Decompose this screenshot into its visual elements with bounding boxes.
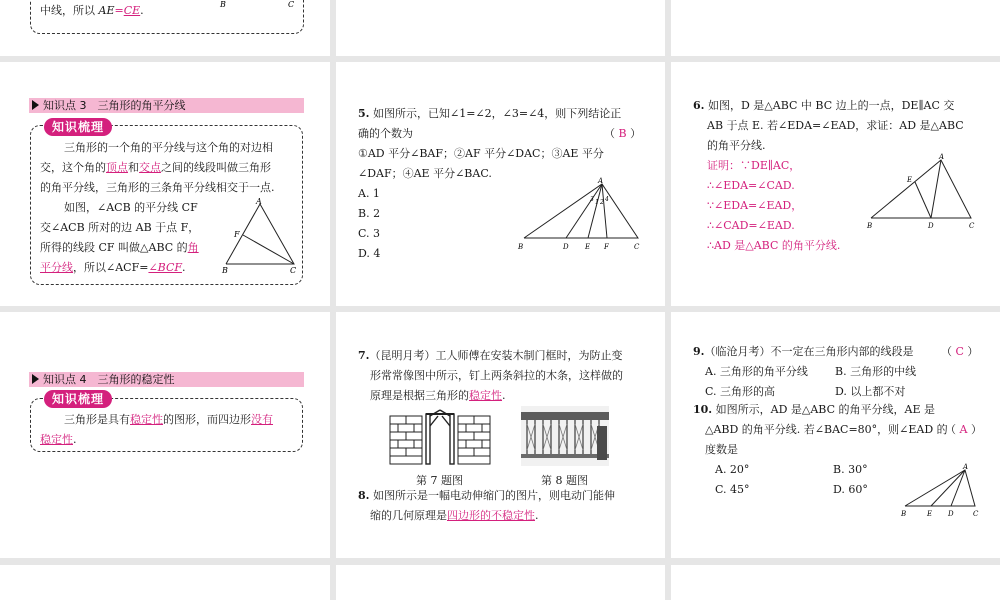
svg-text:3: 3 bbox=[590, 196, 594, 203]
svg-text:C: C bbox=[288, 0, 295, 9]
svg-text:C: C bbox=[969, 222, 975, 230]
question-10-figure bbox=[897, 462, 989, 518]
panel-questions-9-10 bbox=[671, 312, 1000, 558]
q10-option-d: D. 60° bbox=[833, 483, 868, 496]
svg-text:C: C bbox=[973, 510, 979, 518]
panel-questions-7-8 bbox=[336, 312, 665, 558]
svg-text:A: A bbox=[939, 153, 945, 161]
q10-answer: A bbox=[959, 423, 968, 436]
svg-text:B: B bbox=[222, 266, 228, 274]
svg-text:1: 1 bbox=[595, 199, 599, 206]
svg-text:F: F bbox=[234, 230, 240, 239]
svg-text:E: E bbox=[907, 176, 913, 184]
q9-option-c: C. 三角形的高 bbox=[705, 385, 776, 398]
q9-answer: C bbox=[955, 345, 964, 358]
question-10: 10. 如图所示，AD 是△ABC 的角平分线，AE 是 △ABD 的角平分线. 若∠BAC=80°，则∠EAD 的 度数是 （ A ） A. 20° B. 30° C. 45° D. 60° bbox=[693, 400, 993, 500]
question-7: 7.（昆明月考）工人师傅在安装木制门框时，为防止变 形常常像图中所示，钉上两条斜拉的木条，这样做的 原理是根据三角形的稳定性. bbox=[358, 349, 623, 402]
q5-option-c: C. 3 bbox=[358, 227, 381, 240]
svg-text:A: A bbox=[598, 177, 604, 185]
panel-top-middle bbox=[336, 0, 665, 56]
q10-option-c: C. 45° bbox=[715, 483, 750, 496]
angle-bisector-figure bbox=[218, 196, 302, 274]
svg-text:D: D bbox=[563, 243, 569, 251]
svg-text:B: B bbox=[867, 222, 873, 230]
question-6-proof: 证明：∵DE∥AC， ∴∠EDA=∠CAD. ∵∠EDA=∠EAD， ∴∠CAD=∠EAD. ∴AD 是△ABC 的角平分线. bbox=[707, 159, 841, 252]
question-5: 5. 如图所示，已知∠1=∠2，∠3=∠4，则下列结论正 确的个数为 （ B ） ①AD 平分∠BAF；②AF 平分∠DAC；③AE 平分 ∠DAF；④AE 平分∠BAC. A. 1 B. 2 C. 3 D. 4 bbox=[358, 104, 658, 264]
q5-answer: B bbox=[618, 127, 627, 140]
kp3-definition: 三角形的一个角的平分线与这个角的对边相 交，这个角的顶点和交点之间的线段叫做三角形 的角平分线，三角形的三条角平分线相交于一点. bbox=[40, 141, 275, 194]
panel-bottom-middle bbox=[336, 565, 665, 600]
knowledge-badge: 知识梳理 bbox=[44, 390, 112, 408]
question-8: 8. 如图所示是一幅电动伸缩门的图片，则电动门能伸 缩的几何原理是四边形的不稳定性. bbox=[358, 489, 615, 522]
svg-text:F: F bbox=[604, 243, 609, 251]
q9-option-d: D. 以上都不对 bbox=[835, 385, 906, 398]
panel-question-5 bbox=[336, 62, 665, 306]
panel-bottom-left bbox=[0, 565, 330, 600]
section-header-kp4: 知识点 4 三角形的稳定性 bbox=[29, 372, 304, 387]
figure-8-caption: 第 8 题图 bbox=[541, 474, 588, 487]
q5-option-a: A. 1 bbox=[358, 187, 380, 200]
question-5-figure bbox=[512, 176, 652, 254]
question-9: 9.（临沧月考）不一定在三角形内部的线段是 （ C ） A. 三角形的角平分线 B. 三角形的中线 C. 三角形的高 D. 以上都不对 bbox=[693, 342, 993, 402]
svg-text:B: B bbox=[220, 0, 226, 9]
panel-top-left bbox=[0, 0, 330, 56]
svg-text:C: C bbox=[634, 243, 640, 251]
svg-text:D: D bbox=[948, 510, 954, 518]
svg-text:D: D bbox=[928, 222, 934, 230]
q9-option-b: B. 三角形的中线 bbox=[835, 365, 917, 378]
kp4-content: 三角形是具有稳定性的图形，而四边形没有 稳定性. bbox=[40, 413, 273, 446]
q9-option-a: A. 三角形的角平分线 bbox=[705, 365, 808, 378]
q10-option-b: B. 30° bbox=[833, 463, 868, 476]
svg-text:2: 2 bbox=[600, 199, 604, 206]
q5-option-b: B. 2 bbox=[358, 207, 381, 220]
panel-stability bbox=[0, 312, 330, 558]
figure-7-caption: 第 7 题图 bbox=[416, 474, 463, 487]
question-6: 6. 如图，D 是△ABC 中 BC 边上的一点，DE∥AC 交 AB 于点 E. 若∠EDA=∠EAD，求证：AD 是△ABC 的角平分线. bbox=[693, 99, 964, 152]
svg-text:C: C bbox=[290, 266, 297, 274]
q5-option-d: D. 4 bbox=[358, 247, 381, 260]
knowledge-badge: 知识梳理 bbox=[44, 118, 112, 136]
retractable-gate-photo bbox=[521, 406, 609, 466]
play-triangle-icon bbox=[32, 100, 39, 110]
median-figure-partial bbox=[200, 0, 310, 20]
door-frame-figure bbox=[388, 408, 492, 468]
play-triangle-icon bbox=[32, 374, 39, 384]
svg-text:A: A bbox=[963, 463, 969, 471]
panel-angle-bisector bbox=[0, 62, 330, 306]
panel-bottom-right bbox=[671, 565, 1000, 600]
section-header-kp3: 知识点 3 三角形的角平分线 bbox=[29, 98, 304, 113]
q10-option-a: A. 20° bbox=[715, 463, 750, 476]
panel-top-right bbox=[671, 0, 1000, 56]
question-6-figure bbox=[861, 152, 981, 232]
svg-text:A: A bbox=[256, 197, 262, 206]
svg-text:E: E bbox=[585, 243, 591, 251]
median-conclusion-line: 中线，所以 AE=CE. bbox=[40, 4, 144, 17]
panel-question-6 bbox=[671, 62, 1000, 306]
svg-text:B: B bbox=[901, 510, 907, 518]
svg-text:4: 4 bbox=[605, 196, 609, 203]
svg-text:E: E bbox=[927, 510, 933, 518]
svg-text:B: B bbox=[518, 243, 524, 251]
kp3-example: 如图，∠ACB 的平分线 CF 交∠ACB 所对的边 AB 于点 F， 所得的线段 CF 叫做△ABC 的角 平分线，所以∠ACF=∠BCF. bbox=[40, 201, 200, 274]
